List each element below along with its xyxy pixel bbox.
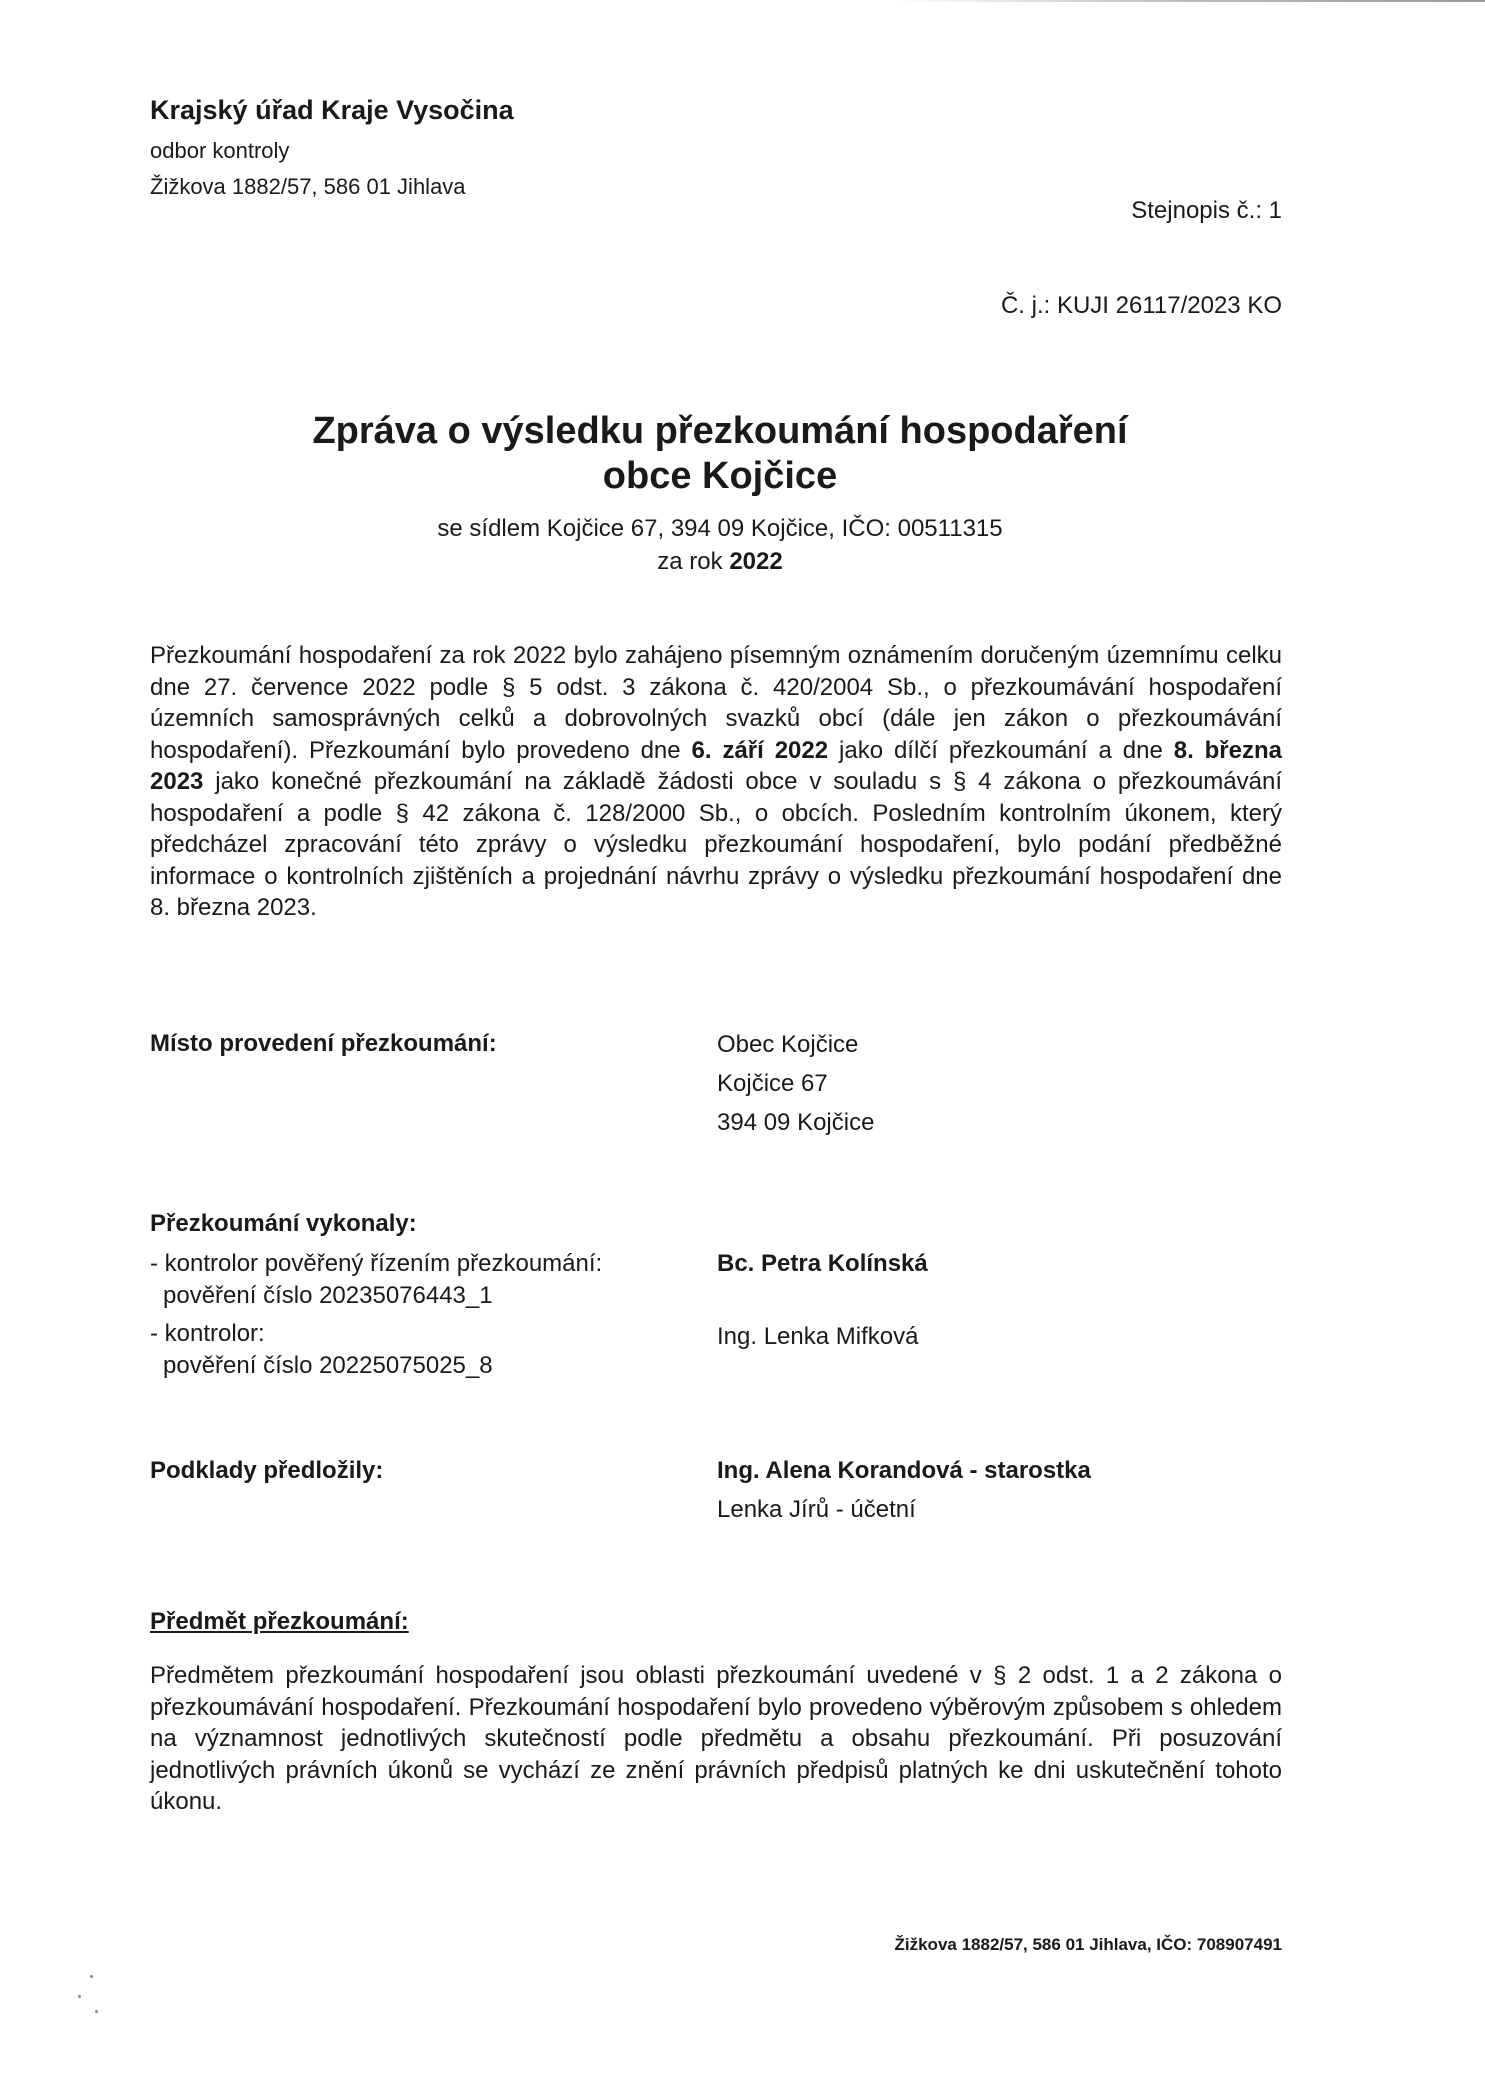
scan-speck [78,1995,81,1998]
performer-role: - kontrolor: [150,1320,265,1347]
place-label: Místo provedení přezkoumání: [150,1030,497,1057]
scan-speck [90,1975,93,1978]
documents-person: Lenka Jírů - účetní [717,1496,916,1523]
subject-heading: Předmět přezkoumání: [150,1608,409,1635]
copy-number: Stejnopis č.: 1 [1131,197,1282,224]
intro-paragraph: Přezkoumání hospodaření za rok 2022 bylo zahájeno písemným oznámením doručeným územnímu celku dne 27. července 2022 podle § 5 odst. 3 zákona č. 420/2004 Sb., o přezkoumávání hospodaření územních samosprávných celků a dobrovolných svazků obcí (dále jen zákon o přezkoumávání hospodaření). Přezkoumání bylo provedeno dne 6. září 2022 jako dílčí přezkoumání a dne 8. března 2023 jako konečné přezkoumání na základě žádosti obce v souladu s § 4 zákona o přezkoumávání hospodaření a podle § 42 zákona č. 128/2000 Sb., o obcích. Posledním kontrolním úkonem, který předcházel zpracování této zprávy o výsledku přezkoumání hospodaření, bylo podání předběžné informace o kontrolních zjištěních a projednání návrhu zprávy o výsledku přezkoumání hospodaření dne 8. března 2023. [150,642,1282,921]
sender-department: odbor kontroly [150,138,290,163]
document-title-municipality: obce Kojčice [602,455,838,497]
scan-speck [95,2010,98,2013]
scan-edge [0,0,1485,2]
review-year: za rok 2022 [657,548,783,575]
performer-authorization: pověření číslo 20225075025_8 [163,1352,493,1379]
footer-address: Žižkova 1882/57, 586 01 Jihlava, IČO: 708907491 [894,1935,1282,1954]
place-line: Obec Kojčice [717,1031,859,1058]
performed-label: Přezkoumání vykonaly: [150,1210,417,1237]
place-line: 394 09 Kojčice [717,1109,875,1136]
documents-person: Ing. Alena Korandová - starostka [717,1457,1091,1484]
performer-name: Ing. Lenka Mifková [717,1323,919,1350]
sender-address: Žižkova 1882/57, 586 01 Jihlava [150,174,466,199]
reference-number: Č. j.: KUJI 26117/2023 KO [1000,292,1282,319]
place-line: Kojčice 67 [717,1070,828,1097]
performer-authorization: pověření číslo 20235076443_1 [163,1282,493,1309]
place-address [717,1025,874,1142]
performer-role: - kontrolor pověřený řízením přezkoumání: [150,1250,603,1277]
performer-name: Bc. Petra Kolínská [717,1250,928,1277]
document-title: Zpráva o výsledku přezkoumání hospodaření [312,410,1128,452]
subject-paragraph: Předmětem přezkoumání hospodaření jsou oblasti přezkoumání uvedené v § 2 odst. 1 a 2 zákona o přezkoumávání hospodaření. Přezkoumání hospodaření bylo provedeno výběrovým způsobem s ohledem na významnost jednotlivých skutečností podle předmětu a obsahu přezkoumání. Při posuzování jednotlivých právních úkonů se vychází ze znění právních předpisů platných ke dni uskutečnění tohoto úkonu. [150,1662,1282,1815]
documents-label: Podklady předložily: [150,1457,384,1484]
sender-name: Krajský úřad Kraje Vysočina [150,95,514,125]
municipality-seat: se sídlem Kojčice 67, 394 09 Kojčice, IČO: 00511315 [437,515,1003,542]
